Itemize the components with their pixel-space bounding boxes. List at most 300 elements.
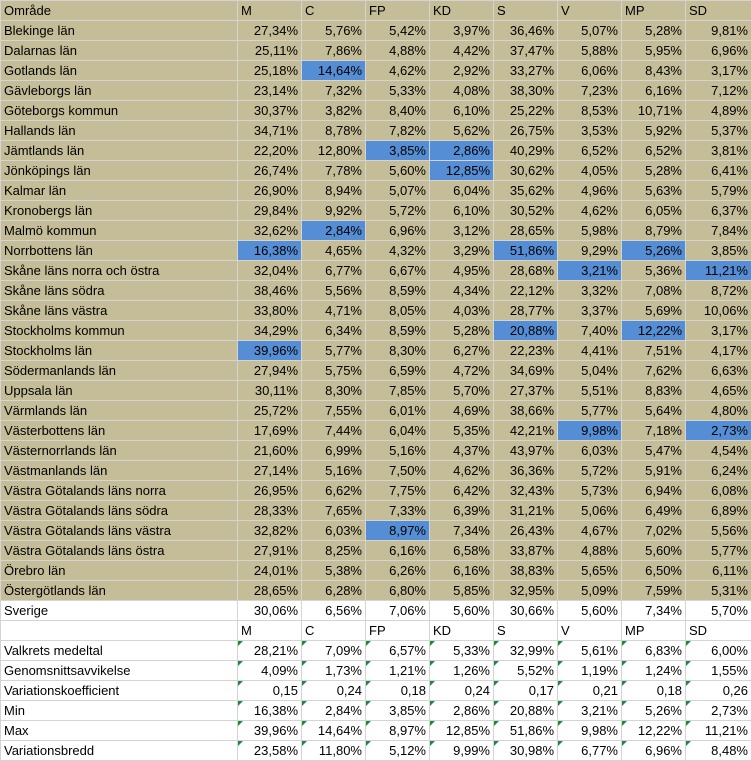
value-cell-v[interactable]: 4,88% [558,541,622,561]
value-cell-c[interactable]: 6,28% [302,581,366,601]
value-cell-fp[interactable]: 8,59% [366,321,430,341]
value-cell-sd[interactable]: 7,84% [686,221,751,241]
value-cell-v[interactable]: 5,73% [558,481,622,501]
stats-name-cell[interactable]: Genomsnittsavvikelse [1,661,238,681]
value-cell-fp[interactable]: 7,82% [366,121,430,141]
value-cell-kd[interactable]: 6,16% [430,561,494,581]
value-cell-s[interactable]: 38,83% [494,561,558,581]
stats-value-cell-m[interactable]: 39,96% [238,721,302,741]
national-value-cell-kd[interactable]: 5,60% [430,601,494,621]
region-name-cell[interactable]: Stockholms län [1,341,238,361]
value-cell-c[interactable]: 5,38% [302,561,366,581]
value-cell-sd[interactable]: 6,08% [686,481,751,501]
value-cell-fp[interactable]: 5,60% [366,161,430,181]
value-cell-s[interactable]: 28,65% [494,221,558,241]
region-name-cell[interactable]: Hallands län [1,121,238,141]
value-cell-v[interactable]: 5,65% [558,561,622,581]
value-cell-fp[interactable]: 6,01% [366,401,430,421]
header-cell-v[interactable]: V [558,1,622,21]
value-cell-c[interactable]: 5,16% [302,461,366,481]
value-cell-c[interactable]: 7,78% [302,161,366,181]
value-cell-sd[interactable]: 9,81% [686,21,751,41]
value-cell-kd[interactable]: 4,62% [430,461,494,481]
stats-header-cell-fp[interactable]: FP [366,621,430,641]
value-cell-s[interactable]: 33,87% [494,541,558,561]
value-cell-m[interactable]: 30,37% [238,101,302,121]
header-cell-sd[interactable]: SD [686,1,751,21]
value-cell-kd[interactable]: 6,27% [430,341,494,361]
value-cell-mp[interactable]: 8,83% [622,381,686,401]
header-cell-c[interactable]: C [302,1,366,21]
region-name-cell[interactable]: Västra Götalands läns norra [1,481,238,501]
stats-value-cell-v[interactable]: 9,98% [558,721,622,741]
stats-header-cell-c[interactable]: C [302,621,366,641]
stats-value-cell-m[interactable]: 28,21% [238,641,302,661]
value-cell-fp[interactable]: 4,32% [366,241,430,261]
value-cell-m[interactable]: 30,11% [238,381,302,401]
value-cell-fp[interactable]: 8,59% [366,281,430,301]
value-cell-m[interactable]: 32,82% [238,521,302,541]
value-cell-kd[interactable]: 4,37% [430,441,494,461]
region-name-cell[interactable]: Västra Götalands läns södra [1,501,238,521]
value-cell-v[interactable]: 5,06% [558,501,622,521]
stats-value-cell-s[interactable]: 30,98% [494,741,558,761]
region-name-cell[interactable]: Västernorrlands län [1,441,238,461]
value-cell-kd[interactable]: 6,58% [430,541,494,561]
value-cell-m[interactable]: 27,14% [238,461,302,481]
value-cell-fp[interactable]: 6,59% [366,361,430,381]
stats-value-cell-s[interactable]: 32,99% [494,641,558,661]
value-cell-kd[interactable]: 3,12% [430,221,494,241]
stats-value-cell-fp[interactable]: 3,85% [366,701,430,721]
stats-value-cell-mp[interactable]: 6,96% [622,741,686,761]
value-cell-sd[interactable]: 3,81% [686,141,751,161]
value-cell-fp[interactable]: 7,33% [366,501,430,521]
value-cell-c[interactable]: 5,77% [302,341,366,361]
value-cell-m[interactable]: 27,94% [238,361,302,381]
stats-value-cell-c[interactable]: 2,84% [302,701,366,721]
region-name-cell[interactable]: Stockholms kommun [1,321,238,341]
value-cell-sd[interactable]: 3,17% [686,321,751,341]
value-cell-fp[interactable]: 5,42% [366,21,430,41]
value-cell-m[interactable]: 22,20% [238,141,302,161]
stats-header-cell-s[interactable]: S [494,621,558,641]
value-cell-v[interactable]: 9,98% [558,421,622,441]
region-name-cell[interactable]: Östergötlands län [1,581,238,601]
value-cell-mp[interactable]: 6,50% [622,561,686,581]
value-cell-kd[interactable]: 5,28% [430,321,494,341]
value-cell-sd[interactable]: 4,89% [686,101,751,121]
value-cell-mp[interactable]: 5,28% [622,161,686,181]
value-cell-m[interactable]: 28,33% [238,501,302,521]
value-cell-mp[interactable]: 6,49% [622,501,686,521]
value-cell-sd[interactable]: 5,31% [686,581,751,601]
stats-value-cell-m[interactable]: 0,15 [238,681,302,701]
region-name-cell[interactable]: Kronobergs län [1,201,238,221]
value-cell-sd[interactable]: 6,96% [686,41,751,61]
value-cell-m[interactable]: 32,04% [238,261,302,281]
stats-value-cell-kd[interactable]: 1,26% [430,661,494,681]
value-cell-kd[interactable]: 6,04% [430,181,494,201]
stats-header-cell-sd[interactable]: SD [686,621,751,641]
value-cell-c[interactable]: 6,77% [302,261,366,281]
value-cell-s[interactable]: 32,43% [494,481,558,501]
value-cell-fp[interactable]: 4,62% [366,61,430,81]
stats-value-cell-kd[interactable]: 12,85% [430,721,494,741]
value-cell-s[interactable]: 38,30% [494,81,558,101]
stats-value-cell-s[interactable]: 0,17 [494,681,558,701]
value-cell-c[interactable]: 7,65% [302,501,366,521]
stats-value-cell-s[interactable]: 20,88% [494,701,558,721]
value-cell-v[interactable]: 5,72% [558,461,622,481]
region-name-cell[interactable]: Jämtlands län [1,141,238,161]
stats-name-cell[interactable]: Variationskoefficient [1,681,238,701]
value-cell-kd[interactable]: 5,70% [430,381,494,401]
value-cell-sd[interactable]: 8,72% [686,281,751,301]
region-name-cell[interactable]: Västra Götalands läns västra [1,521,238,541]
value-cell-m[interactable]: 26,90% [238,181,302,201]
stats-header-cell-kd[interactable]: KD [430,621,494,641]
region-name-cell[interactable]: Blekinge län [1,21,238,41]
value-cell-v[interactable]: 3,21% [558,261,622,281]
stats-name-cell[interactable]: Valkrets medeltal [1,641,238,661]
value-cell-s[interactable]: 26,75% [494,121,558,141]
value-cell-v[interactable]: 5,77% [558,401,622,421]
national-value-cell-m[interactable]: 30,06% [238,601,302,621]
header-cell-omrade[interactable]: Område [1,1,238,21]
value-cell-s[interactable]: 37,47% [494,41,558,61]
value-cell-m[interactable]: 32,62% [238,221,302,241]
value-cell-mp[interactable]: 10,71% [622,101,686,121]
value-cell-s[interactable]: 27,37% [494,381,558,401]
value-cell-fp[interactable]: 6,16% [366,541,430,561]
value-cell-sd[interactable]: 5,77% [686,541,751,561]
region-name-cell[interactable]: Södermanlands län [1,361,238,381]
region-name-cell[interactable]: Jönköpings län [1,161,238,181]
value-cell-mp[interactable]: 6,94% [622,481,686,501]
value-cell-v[interactable]: 3,53% [558,121,622,141]
value-cell-v[interactable]: 6,52% [558,141,622,161]
value-cell-mp[interactable]: 8,79% [622,221,686,241]
header-cell-fp[interactable]: FP [366,1,430,21]
value-cell-kd[interactable]: 4,69% [430,401,494,421]
value-cell-c[interactable]: 3,82% [302,101,366,121]
stats-value-cell-sd[interactable]: 11,21% [686,721,751,741]
value-cell-kd[interactable]: 6,42% [430,481,494,501]
region-name-cell[interactable]: Värmlands län [1,401,238,421]
region-name-cell[interactable]: Örebro län [1,561,238,581]
value-cell-sd[interactable]: 4,17% [686,341,751,361]
stats-value-cell-c[interactable]: 7,09% [302,641,366,661]
national-value-cell-mp[interactable]: 7,34% [622,601,686,621]
value-cell-m[interactable]: 16,38% [238,241,302,261]
value-cell-m[interactable]: 23,14% [238,81,302,101]
stats-value-cell-sd[interactable]: 0,26 [686,681,751,701]
stats-value-cell-m[interactable]: 23,58% [238,741,302,761]
value-cell-c[interactable]: 12,80% [302,141,366,161]
stats-header-cell-mp[interactable]: MP [622,621,686,641]
value-cell-v[interactable]: 4,62% [558,201,622,221]
value-cell-v[interactable]: 3,32% [558,281,622,301]
value-cell-v[interactable]: 4,67% [558,521,622,541]
value-cell-mp[interactable]: 5,28% [622,21,686,41]
region-name-cell[interactable]: Malmö kommun [1,221,238,241]
value-cell-c[interactable]: 8,78% [302,121,366,141]
value-cell-kd[interactable]: 2,86% [430,141,494,161]
value-cell-s[interactable]: 20,88% [494,321,558,341]
value-cell-s[interactable]: 34,69% [494,361,558,381]
value-cell-fp[interactable]: 5,33% [366,81,430,101]
stats-value-cell-kd[interactable]: 5,33% [430,641,494,661]
value-cell-s[interactable]: 31,21% [494,501,558,521]
value-cell-sd[interactable]: 6,41% [686,161,751,181]
value-cell-sd[interactable]: 6,63% [686,361,751,381]
value-cell-mp[interactable]: 5,92% [622,121,686,141]
value-cell-c[interactable]: 6,34% [302,321,366,341]
value-cell-fp[interactable]: 8,40% [366,101,430,121]
value-cell-kd[interactable]: 4,34% [430,281,494,301]
value-cell-m[interactable]: 25,72% [238,401,302,421]
value-cell-c[interactable]: 2,84% [302,221,366,241]
value-cell-sd[interactable]: 4,80% [686,401,751,421]
value-cell-v[interactable]: 3,37% [558,301,622,321]
value-cell-sd[interactable]: 7,12% [686,81,751,101]
national-value-cell-c[interactable]: 6,56% [302,601,366,621]
stats-value-cell-v[interactable]: 5,61% [558,641,622,661]
value-cell-fp[interactable]: 8,97% [366,521,430,541]
value-cell-m[interactable]: 17,69% [238,421,302,441]
value-cell-mp[interactable]: 6,52% [622,141,686,161]
value-cell-m[interactable]: 39,96% [238,341,302,361]
stats-value-cell-m[interactable]: 4,09% [238,661,302,681]
value-cell-mp[interactable]: 7,59% [622,581,686,601]
stats-name-cell[interactable]: Variationsbredd [1,741,238,761]
value-cell-m[interactable]: 26,95% [238,481,302,501]
value-cell-c[interactable]: 8,25% [302,541,366,561]
value-cell-v[interactable]: 4,05% [558,161,622,181]
region-name-cell[interactable]: Västerbottens län [1,421,238,441]
value-cell-kd[interactable]: 4,03% [430,301,494,321]
value-cell-v[interactable]: 4,41% [558,341,622,361]
value-cell-c[interactable]: 8,30% [302,381,366,401]
national-name-cell[interactable]: Sverige [1,601,238,621]
value-cell-kd[interactable]: 4,72% [430,361,494,381]
stats-value-cell-v[interactable]: 3,21% [558,701,622,721]
value-cell-mp[interactable]: 6,16% [622,81,686,101]
stats-value-cell-m[interactable]: 16,38% [238,701,302,721]
value-cell-fp[interactable]: 8,30% [366,341,430,361]
value-cell-sd[interactable]: 5,79% [686,181,751,201]
value-cell-v[interactable]: 7,23% [558,81,622,101]
stats-value-cell-fp[interactable]: 5,12% [366,741,430,761]
value-cell-m[interactable]: 24,01% [238,561,302,581]
value-cell-v[interactable]: 5,04% [558,361,622,381]
value-cell-s[interactable]: 40,29% [494,141,558,161]
value-cell-m[interactable]: 26,74% [238,161,302,181]
value-cell-s[interactable]: 35,62% [494,181,558,201]
value-cell-sd[interactable]: 3,85% [686,241,751,261]
value-cell-c[interactable]: 5,75% [302,361,366,381]
region-name-cell[interactable]: Skåne läns norra och östra [1,261,238,281]
value-cell-s[interactable]: 28,68% [494,261,558,281]
value-cell-mp[interactable]: 5,47% [622,441,686,461]
value-cell-fp[interactable]: 6,04% [366,421,430,441]
value-cell-v[interactable]: 5,09% [558,581,622,601]
value-cell-kd[interactable]: 6,39% [430,501,494,521]
value-cell-fp[interactable]: 6,96% [366,221,430,241]
value-cell-mp[interactable]: 5,36% [622,261,686,281]
value-cell-c[interactable]: 7,86% [302,41,366,61]
value-cell-mp[interactable]: 12,22% [622,321,686,341]
value-cell-s[interactable]: 32,95% [494,581,558,601]
stats-value-cell-mp[interactable]: 6,83% [622,641,686,661]
region-name-cell[interactable]: Dalarnas län [1,41,238,61]
value-cell-kd[interactable]: 6,10% [430,101,494,121]
value-cell-c[interactable]: 9,92% [302,201,366,221]
value-cell-fp[interactable]: 6,67% [366,261,430,281]
value-cell-fp[interactable]: 7,85% [366,381,430,401]
value-cell-c[interactable]: 6,03% [302,521,366,541]
value-cell-s[interactable]: 28,77% [494,301,558,321]
value-cell-m[interactable]: 34,29% [238,321,302,341]
value-cell-sd[interactable]: 6,37% [686,201,751,221]
stats-value-cell-c[interactable]: 1,73% [302,661,366,681]
value-cell-v[interactable]: 6,06% [558,61,622,81]
region-name-cell[interactable]: Norrbottens län [1,241,238,261]
stats-header-cell-v[interactable]: V [558,621,622,641]
value-cell-mp[interactable]: 7,02% [622,521,686,541]
region-name-cell[interactable]: Gotlands län [1,61,238,81]
value-cell-c[interactable]: 6,99% [302,441,366,461]
value-cell-s[interactable]: 43,97% [494,441,558,461]
value-cell-c[interactable]: 8,94% [302,181,366,201]
value-cell-fp[interactable]: 4,88% [366,41,430,61]
stats-value-cell-mp[interactable]: 1,24% [622,661,686,681]
stats-value-cell-mp[interactable]: 0,18 [622,681,686,701]
value-cell-c[interactable]: 6,62% [302,481,366,501]
value-cell-s[interactable]: 22,23% [494,341,558,361]
stats-value-cell-kd[interactable]: 0,24 [430,681,494,701]
region-name-cell[interactable]: Göteborgs kommun [1,101,238,121]
stats-value-cell-sd[interactable]: 6,00% [686,641,751,661]
value-cell-c[interactable]: 4,65% [302,241,366,261]
value-cell-kd[interactable]: 5,85% [430,581,494,601]
value-cell-m[interactable]: 29,84% [238,201,302,221]
national-value-cell-fp[interactable]: 7,06% [366,601,430,621]
stats-value-cell-s[interactable]: 5,52% [494,661,558,681]
value-cell-kd[interactable]: 6,10% [430,201,494,221]
value-cell-c[interactable]: 7,32% [302,81,366,101]
value-cell-fp[interactable]: 6,26% [366,561,430,581]
value-cell-m[interactable]: 33,80% [238,301,302,321]
value-cell-v[interactable]: 6,03% [558,441,622,461]
region-name-cell[interactable]: Uppsala län [1,381,238,401]
stats-value-cell-fp[interactable]: 1,21% [366,661,430,681]
stats-name-cell[interactable]: Max [1,721,238,741]
value-cell-fp[interactable]: 7,50% [366,461,430,481]
stats-value-cell-c[interactable]: 14,64% [302,721,366,741]
value-cell-c[interactable]: 5,56% [302,281,366,301]
value-cell-mp[interactable]: 5,69% [622,301,686,321]
value-cell-m[interactable]: 38,46% [238,281,302,301]
value-cell-fp[interactable]: 7,75% [366,481,430,501]
stats-header-cell-m[interactable]: M [238,621,302,641]
stats-value-cell-kd[interactable]: 9,99% [430,741,494,761]
value-cell-sd[interactable]: 3,17% [686,61,751,81]
value-cell-kd[interactable]: 2,92% [430,61,494,81]
value-cell-kd[interactable]: 3,29% [430,241,494,261]
value-cell-s[interactable]: 38,66% [494,401,558,421]
stats-value-cell-c[interactable]: 0,24 [302,681,366,701]
stats-value-cell-fp[interactable]: 8,97% [366,721,430,741]
value-cell-mp[interactable]: 5,95% [622,41,686,61]
value-cell-v[interactable]: 5,07% [558,21,622,41]
value-cell-v[interactable]: 5,98% [558,221,622,241]
region-name-cell[interactable]: Västmanlands län [1,461,238,481]
value-cell-sd[interactable]: 5,37% [686,121,751,141]
value-cell-s[interactable]: 22,12% [494,281,558,301]
region-name-cell[interactable]: Västra Götalands läns östra [1,541,238,561]
header-cell-kd[interactable]: KD [430,1,494,21]
stats-value-cell-sd[interactable]: 2,73% [686,701,751,721]
value-cell-fp[interactable]: 5,16% [366,441,430,461]
value-cell-m[interactable]: 34,71% [238,121,302,141]
value-cell-mp[interactable]: 7,18% [622,421,686,441]
value-cell-kd[interactable]: 3,97% [430,21,494,41]
value-cell-fp[interactable]: 5,72% [366,201,430,221]
value-cell-m[interactable]: 21,60% [238,441,302,461]
value-cell-v[interactable]: 7,40% [558,321,622,341]
national-value-cell-s[interactable]: 30,66% [494,601,558,621]
value-cell-m[interactable]: 25,11% [238,41,302,61]
value-cell-mp[interactable]: 5,64% [622,401,686,421]
stats-value-cell-v[interactable]: 0,21 [558,681,622,701]
value-cell-s[interactable]: 36,46% [494,21,558,41]
value-cell-kd[interactable]: 5,62% [430,121,494,141]
value-cell-mp[interactable]: 8,43% [622,61,686,81]
stats-value-cell-v[interactable]: 6,77% [558,741,622,761]
value-cell-c[interactable]: 7,55% [302,401,366,421]
value-cell-fp[interactable]: 5,07% [366,181,430,201]
value-cell-s[interactable]: 51,86% [494,241,558,261]
region-name-cell[interactable]: Skåne läns södra [1,281,238,301]
value-cell-c[interactable]: 5,76% [302,21,366,41]
stats-value-cell-kd[interactable]: 2,86% [430,701,494,721]
stats-value-cell-sd[interactable]: 1,55% [686,661,751,681]
value-cell-v[interactable]: 9,29% [558,241,622,261]
stats-value-cell-c[interactable]: 11,80% [302,741,366,761]
value-cell-c[interactable]: 7,44% [302,421,366,441]
value-cell-v[interactable]: 4,96% [558,181,622,201]
value-cell-mp[interactable]: 6,05% [622,201,686,221]
value-cell-sd[interactable]: 4,54% [686,441,751,461]
value-cell-mp[interactable]: 7,51% [622,341,686,361]
value-cell-s[interactable]: 26,43% [494,521,558,541]
value-cell-kd[interactable]: 4,08% [430,81,494,101]
value-cell-m[interactable]: 28,65% [238,581,302,601]
value-cell-kd[interactable]: 4,95% [430,261,494,281]
value-cell-m[interactable]: 25,18% [238,61,302,81]
value-cell-m[interactable]: 27,34% [238,21,302,41]
value-cell-sd[interactable]: 6,89% [686,501,751,521]
value-cell-s[interactable]: 25,22% [494,101,558,121]
value-cell-s[interactable]: 30,52% [494,201,558,221]
value-cell-m[interactable]: 27,91% [238,541,302,561]
stats-value-cell-fp[interactable]: 6,57% [366,641,430,661]
header-cell-m[interactable]: M [238,1,302,21]
stats-value-cell-sd[interactable]: 8,48% [686,741,751,761]
value-cell-mp[interactable]: 5,60% [622,541,686,561]
